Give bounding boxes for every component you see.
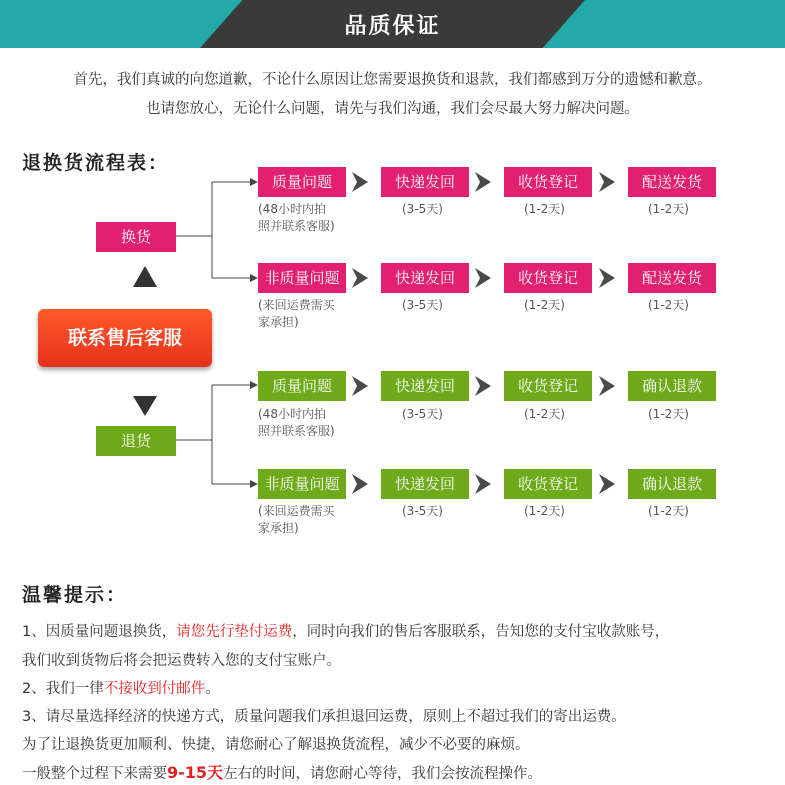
- note-days: (1-2天): [524, 202, 565, 216]
- note-days: (1-2天): [524, 407, 565, 421]
- step-receive-register: 收货登记: [504, 263, 592, 293]
- tip-line-1: [22, 620, 669, 641]
- chevron-right-icon: [599, 474, 615, 494]
- step-confirm-refund: 确认退款: [628, 469, 716, 499]
- chevron-right-icon: [599, 268, 615, 288]
- tip-text: ，同时向我们的售后客服联系，告知您的支付宝收款账号，: [292, 624, 670, 640]
- step-delivery: 配送发货: [628, 167, 716, 197]
- tip-text: 一般整个过程下来需要: [22, 766, 167, 782]
- note-days: (1-2天): [648, 202, 689, 216]
- step-quality-issue: 质量问题: [258, 167, 346, 197]
- step-delivery: 配送发货: [628, 263, 716, 293]
- note-days: (1-2天): [648, 407, 689, 421]
- chevron-right-icon: [352, 474, 368, 494]
- step-express-return: 快递发回: [381, 263, 469, 293]
- note-days: (3-5天): [402, 202, 443, 216]
- note-days: (1-2天): [648, 504, 689, 518]
- contact-service-button[interactable]: 联系售后客服: [38, 309, 212, 367]
- tip-text: 左右的时间，请您耐心等待，我们会按流程操作。: [223, 766, 543, 782]
- step-express-return: 快递发回: [381, 371, 469, 401]
- step-confirm-refund: 确认退款: [628, 371, 716, 401]
- chevron-right-icon: [352, 268, 368, 288]
- tip-line-2: 我们收到货物后将会把运费转入您的支付宝账户。: [22, 653, 341, 669]
- note-days: (3-5天): [402, 504, 443, 518]
- exchange-box: 换货: [96, 222, 176, 252]
- tip-line-4: 3、请尽量选择经济的快递方式，质量问题我们承担退回运费，原则上不超过我们的寄出运费。: [22, 709, 626, 725]
- flow-title: 退换货流程表：: [22, 152, 170, 174]
- refund-box: 退货: [96, 426, 176, 456]
- tips-title: 温馨提示：: [22, 584, 128, 606]
- tip-line-5: 为了让退换货更加顺利、快捷，请您耐心了解退换货流程，减少不必要的麻烦。: [22, 737, 530, 753]
- chevron-right-icon: [475, 268, 491, 288]
- note-line: 家承担): [258, 315, 299, 329]
- chevron-right-icon: [475, 474, 491, 494]
- tip-highlight: 请您先行垫付运费: [176, 624, 293, 640]
- step-non-quality-issue: 非质量问题: [258, 263, 346, 293]
- note-days: (1-2天): [524, 504, 565, 518]
- step-receive-register: 收货登记: [504, 371, 592, 401]
- note-line: 家承担): [258, 521, 299, 535]
- intro-line-2: 也请您放心，无论什么问题，请先与我们沟通，我们会尽最大努力解决问题。: [146, 101, 639, 117]
- intro-line-1: 首先，我们真诚的向您道歉，不论什么原因让您需要退换货和退款，我们都感到万分的遗憾和歉意。: [73, 72, 712, 88]
- note-days: (3-5天): [402, 298, 443, 312]
- chevron-right-icon: [475, 172, 491, 192]
- note-line: (来回运费需买: [258, 504, 335, 518]
- note-days: (1-2天): [648, 298, 689, 312]
- note-line: 照并联系客服): [258, 424, 335, 438]
- tip-text: 2、我们一律: [22, 681, 104, 697]
- note-line: (48小时内拍: [258, 202, 326, 216]
- note-days: (1-2天): [524, 298, 565, 312]
- chevron-right-icon: [599, 172, 615, 192]
- step-non-quality-issue: 非质量问题: [258, 469, 346, 499]
- note-line: (来回运费需买: [258, 298, 335, 312]
- tip-line-3: [22, 677, 220, 698]
- step-express-return: 快递发回: [381, 469, 469, 499]
- tip-text: 1、因质量问题退换货，: [22, 624, 177, 640]
- step-receive-register: 收货登记: [504, 167, 592, 197]
- page-title: 品质保证: [344, 14, 441, 39]
- note-line: 照并联系客服): [258, 219, 335, 233]
- note-days: (3-5天): [402, 407, 443, 421]
- step-receive-register: 收货登记: [504, 469, 592, 499]
- tip-highlight: 不接收到付邮件: [103, 681, 206, 697]
- step-express-return: 快递发回: [381, 167, 469, 197]
- chevron-right-icon: [352, 376, 368, 396]
- chevron-right-icon: [599, 376, 615, 396]
- tip-line-6: [22, 760, 542, 783]
- step-quality-issue: 质量问题: [258, 371, 346, 401]
- tip-text: 。: [205, 681, 220, 697]
- note-line: (48小时内拍: [258, 407, 326, 421]
- chevron-right-icon: [475, 376, 491, 396]
- chevron-right-icon: [352, 172, 368, 192]
- tip-highlight: 9-15天: [167, 763, 224, 782]
